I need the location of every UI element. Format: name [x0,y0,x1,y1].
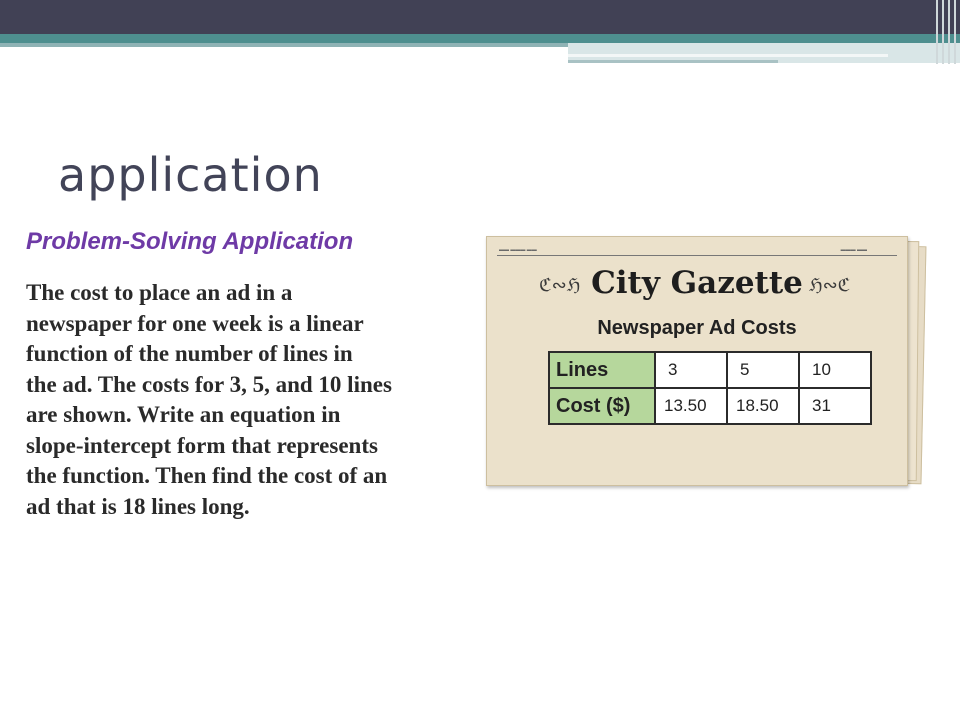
problem-text [26,278,466,522]
ornament-left-icon: ℭ∾ℌ [539,275,581,296]
ornament-right-icon: ℌ∾ℭ [809,275,851,296]
ad-costs-title: Newspaper Ad Costs [597,317,797,339]
top-decor-step-line-2 [568,60,778,63]
masthead-small-print-right: ▬▬▬ ▬▬ [840,247,867,253]
row-header-lines: Lines [549,352,655,388]
problem-line: function of the number of lines in [26,341,353,366]
table-cell: 31 [799,388,871,424]
problem-line: the function. Then find the cost of an [26,463,388,488]
newspaper-name: City Gazette [591,265,803,301]
problem-line: The cost to place an ad in a [26,280,293,305]
table-cell: 5 [727,352,799,388]
table-cell: 3 [655,352,727,388]
problem-heading: Problem-Solving Application [26,228,354,255]
problem-line: are shown. Write an equation in [26,402,341,427]
problem-line: newspaper for one week is a linear [26,310,364,336]
table-row [549,352,871,388]
table-cell: 13.50 [655,388,727,424]
newspaper-front-sheet [486,236,908,486]
top-decor-bar-light [0,43,568,47]
top-decor-bar-teal [0,34,960,43]
problem-line: the ad. The costs for 3, 5, and 10 lines [26,371,392,397]
problem-line: ad that is 18 lines long. [26,493,250,519]
ad-costs-table [548,351,872,425]
row-header-cost: Cost ($) [549,388,655,424]
top-decor-bar-dark [0,0,960,34]
table-cell: 10 [799,352,871,388]
table-row [549,388,871,424]
masthead-small-print-left: ▬▬ ▬▬▬ ▬▬ [499,247,537,253]
slide-title: application [58,148,323,202]
top-decor-step-line [568,54,888,57]
table-cell: 18.50 [727,388,799,424]
problem-line: slope-intercept form that represents [26,432,378,458]
corner-decor-lines [930,0,960,64]
masthead-rule [497,255,897,256]
newspaper-image [486,236,930,486]
